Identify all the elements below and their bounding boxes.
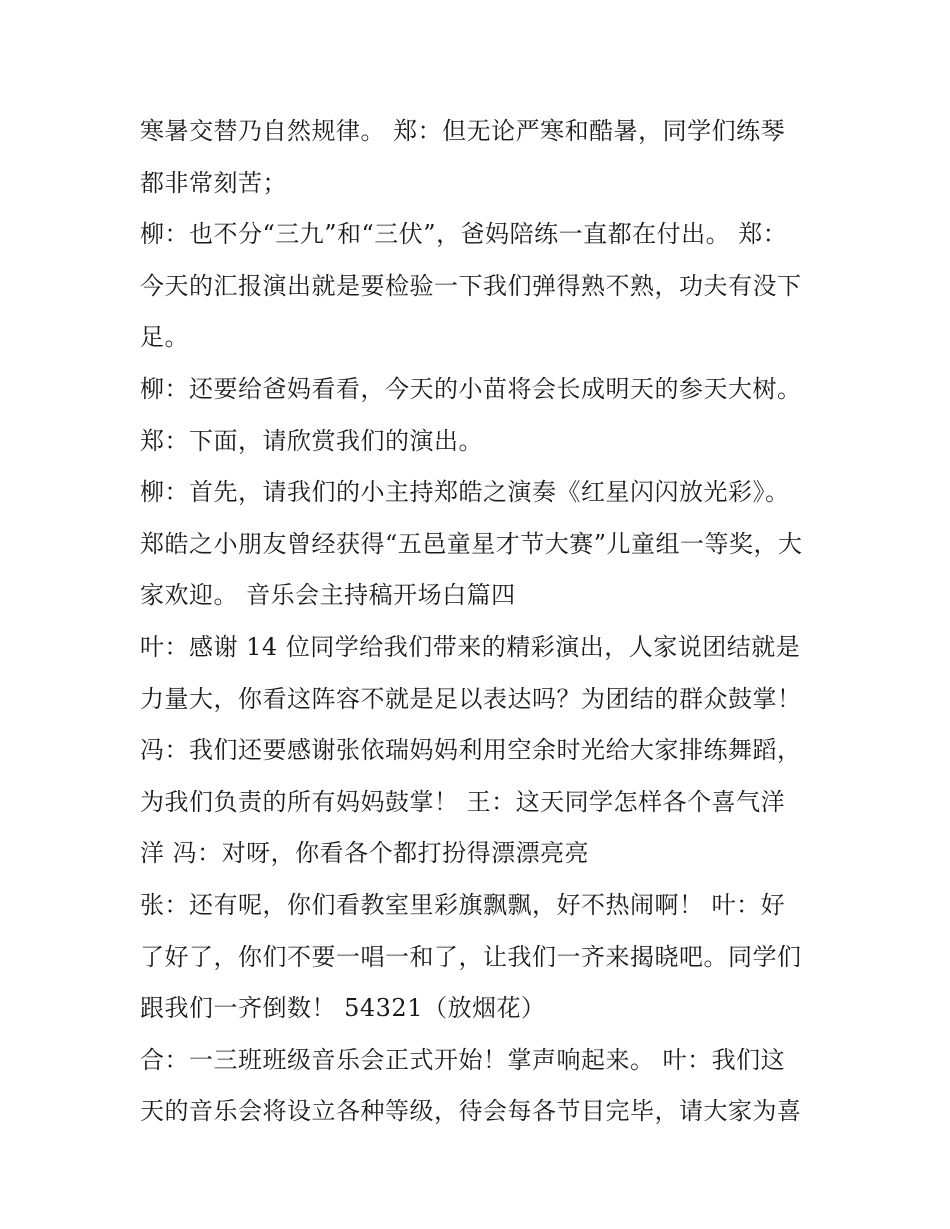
text-line: 今天的汇报演出就是要检验一下我们弹得熟不熟，功夫有没下 xyxy=(140,271,802,300)
text-line: 冯：我们还要感谢张依瑞妈妈利用空余时光给大家排练舞蹈， xyxy=(140,736,802,765)
text-line: 柳：也不分“三九”和“三伏”，爸妈陪练一直都在付出。 郑： xyxy=(140,220,788,249)
text-line: 了好了，你们不要一唱一和了，让我们一齐来揭晓吧。同学们 xyxy=(140,942,802,971)
text-line: 为我们负责的所有妈妈鼓掌！ 王：这天同学怎样各个喜气洋 xyxy=(140,787,786,816)
text-line: 叶：感谢 14 位同学给我们带来的精彩演出，人家说团结就是 xyxy=(140,632,801,661)
text-line: 力量大，你看这阵容不就是足以表达吗？为团结的群众鼓掌！ xyxy=(140,684,802,713)
text-line: 跟我们一齐倒数！ 54321（放烟花） xyxy=(140,994,546,1023)
text-line: 都非常刻苦； xyxy=(140,168,287,197)
text-line: 寒暑交替乃自然规律。 郑：但无论严寒和酷暑，同学们练琴 xyxy=(140,117,786,145)
text-line: 郑皓之小朋友曾经获得“五邑童星才节大赛”儿童组一等奖，大 xyxy=(140,529,803,558)
text-line: 天的音乐会将设立各种等级，待会每各节目完毕，请大家为喜 xyxy=(140,1097,802,1126)
text-line: 柳：还要给爸妈看看，今天的小苗将会长成明天的参天大树。 xyxy=(140,374,802,403)
text-line: 洋 冯：对呀，你看各个都打扮得漂漂亮亮 xyxy=(140,839,590,868)
text-line: 合：一三班班级音乐会正式开始！掌声响起来。 叶：我们这 xyxy=(140,1045,786,1074)
text-line: 家欢迎。 音乐会主持稿开场白篇四 xyxy=(140,581,516,610)
text-line: 张：还有呢，你们看教室里彩旗飘飘，好不热闹啊！ 叶：好 xyxy=(140,890,786,919)
text-line: 足。 xyxy=(140,323,189,352)
text-line: 郑：下面，请欣赏我们的演出。 xyxy=(140,426,483,455)
document-body xyxy=(140,106,830,1138)
text-line: 柳：首先，请我们的小主持郑皓之演奏《红星闪闪放光彩》。 xyxy=(140,478,790,507)
